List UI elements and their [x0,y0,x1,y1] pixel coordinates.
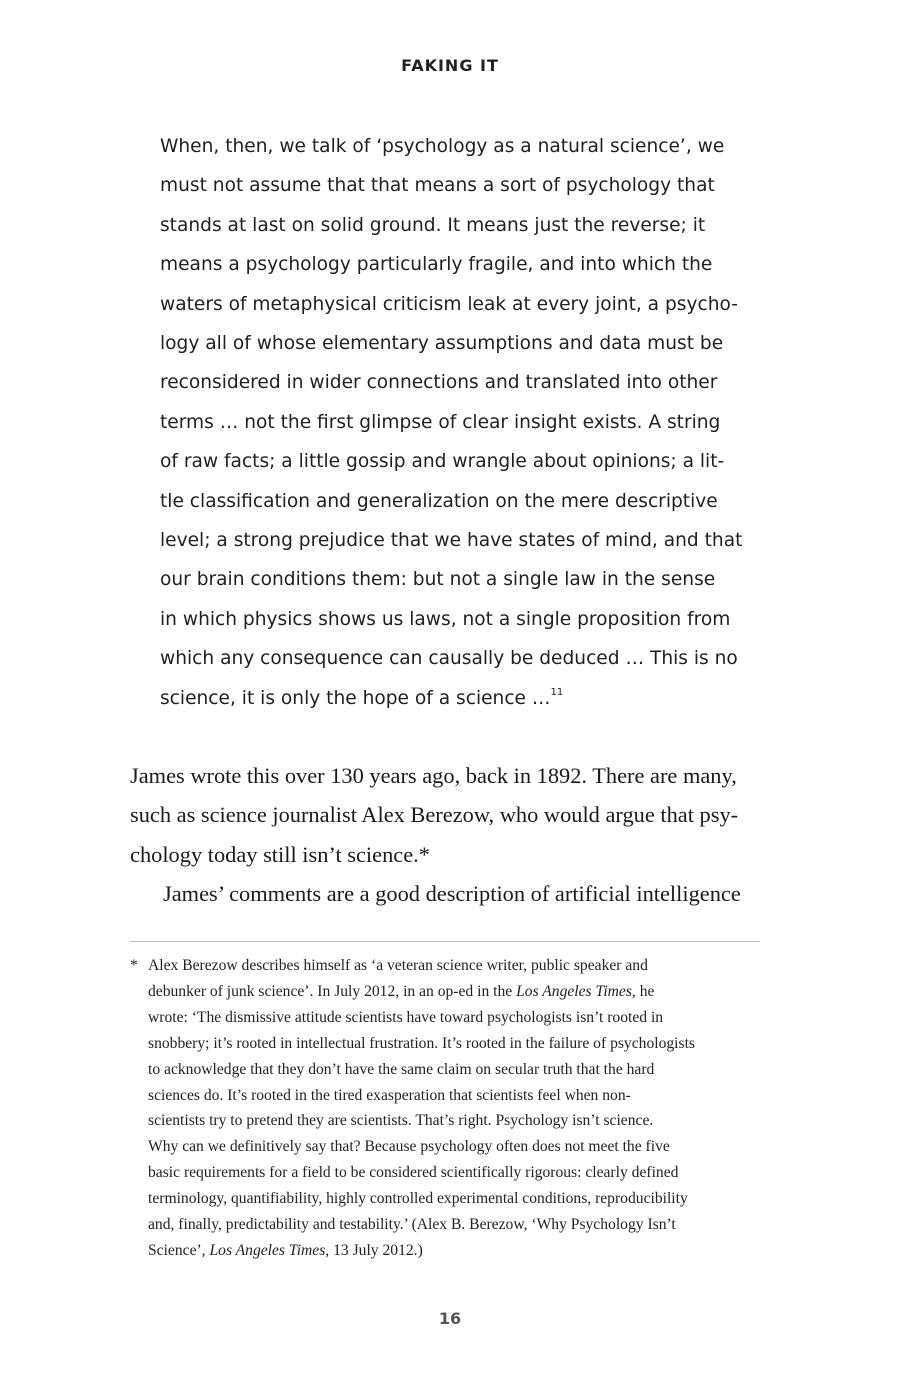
quote-line: tle classification and generalization on the mere descriptive [160,490,718,512]
footnote-line: terminology, quantifiability, highly controlled experimental conditions, reproducibility [148,1190,688,1208]
quote-line-last [160,679,745,718]
footnote-line: and, finally, predictability and testability.’ (Alex B. Berezow, ‘Why Psychology Isn’t [148,1216,676,1234]
body-line-indented: James’ comments are a good description of artificial intelligence [163,880,741,906]
quote-line: When, then, we talk of ‘psychology as a natural science’, we [160,136,725,157]
endnote-reference[interactable]: 11 [550,686,564,698]
footnote-text: , 13 July 2012.) [325,1241,423,1259]
footnote-line: basic requirements for a field to be considered scientifically rigorous: clearly defined [148,1164,679,1182]
quote-line: waters of metaphysical criticism leak at every joint, a psycho- [160,293,738,315]
footnote-divider [130,941,760,942]
footnote-line: sciences do. It’s rooted in the tired exasperation that scientists feel when non- [148,1086,631,1104]
footnote-line: wrote: ‘The dismissive attitude scientists have toward psychologists isn’t rooted in [148,1008,664,1026]
quote-line-text: science, it is only the hope of a science … [160,687,551,709]
footnote-text: Science’, [148,1241,210,1259]
body-line: such as science journalist Alex Berezow, who would argue that psy- [130,802,739,828]
running-head: FAKING IT [401,56,499,75]
quote-line: of raw facts; a little gossip and wrangle about opinions; a lit- [160,451,725,473]
footnote-text: , he [631,982,655,1000]
footnote-marker: * [130,957,138,974]
publication-title: Los Angeles Times [516,982,632,1000]
body-paragraphs [130,756,762,913]
quote-line: level; a strong prejudice that we have states of mind, and that [160,530,743,552]
footnote-text: Alex Berezow describes himself as ‘a veteran science writer, public speaker and [148,957,648,974]
quote-line: terms … not the first glimpse of clear insight exists. A string [160,411,721,433]
footnote-line: scientists try to pretend they are scientists. That’s right. Psychology isn’t science. [148,1112,654,1130]
footnote-line: Why can we definitively say that? Because psychology often does not meet the five [148,1138,670,1156]
quote-line: stands at last on solid ground. It means just the reverse; it [160,214,706,236]
quote-line: must not assume that that means a sort of psychology that [160,175,715,197]
quote-line: in which physics shows us laws, not a single proposition from [160,608,731,630]
publication-title: Los Angeles Times [209,1241,326,1259]
page-number: 16 [438,1309,462,1328]
quote-line: means a psychology particularly fragile, and into which the [160,254,713,276]
quote-line: our brain conditions them: but not a single law in the sense [160,569,716,591]
footnote-line-first [130,953,760,979]
footnote-line: to acknowledge that they don’t have the same claim on secular truth that the hard [148,1060,655,1078]
footnote [130,953,760,1264]
quote-line: reconsidered in wider connections and translated into other [160,372,718,394]
block-quote [160,127,745,718]
footnote-line: snobbery; it’s rooted in intellectual frustration. It’s rooted in the failure of psychologists [148,1034,695,1052]
body-line: James wrote this over 130 years ago, back in 1892. There are many, [130,763,737,788]
footnote-line [130,979,760,1005]
body-line: chology today still isn’t science.* [130,841,430,867]
footnote-line-last [130,1238,760,1264]
quote-line: which any consequence can causally be deduced … This is no [160,648,738,670]
quote-line: logy all of whose elementary assumptions and data must be [160,333,724,355]
footnote-text: debunker of junk science’. In July 2012, in an op-ed in the [148,982,517,1000]
